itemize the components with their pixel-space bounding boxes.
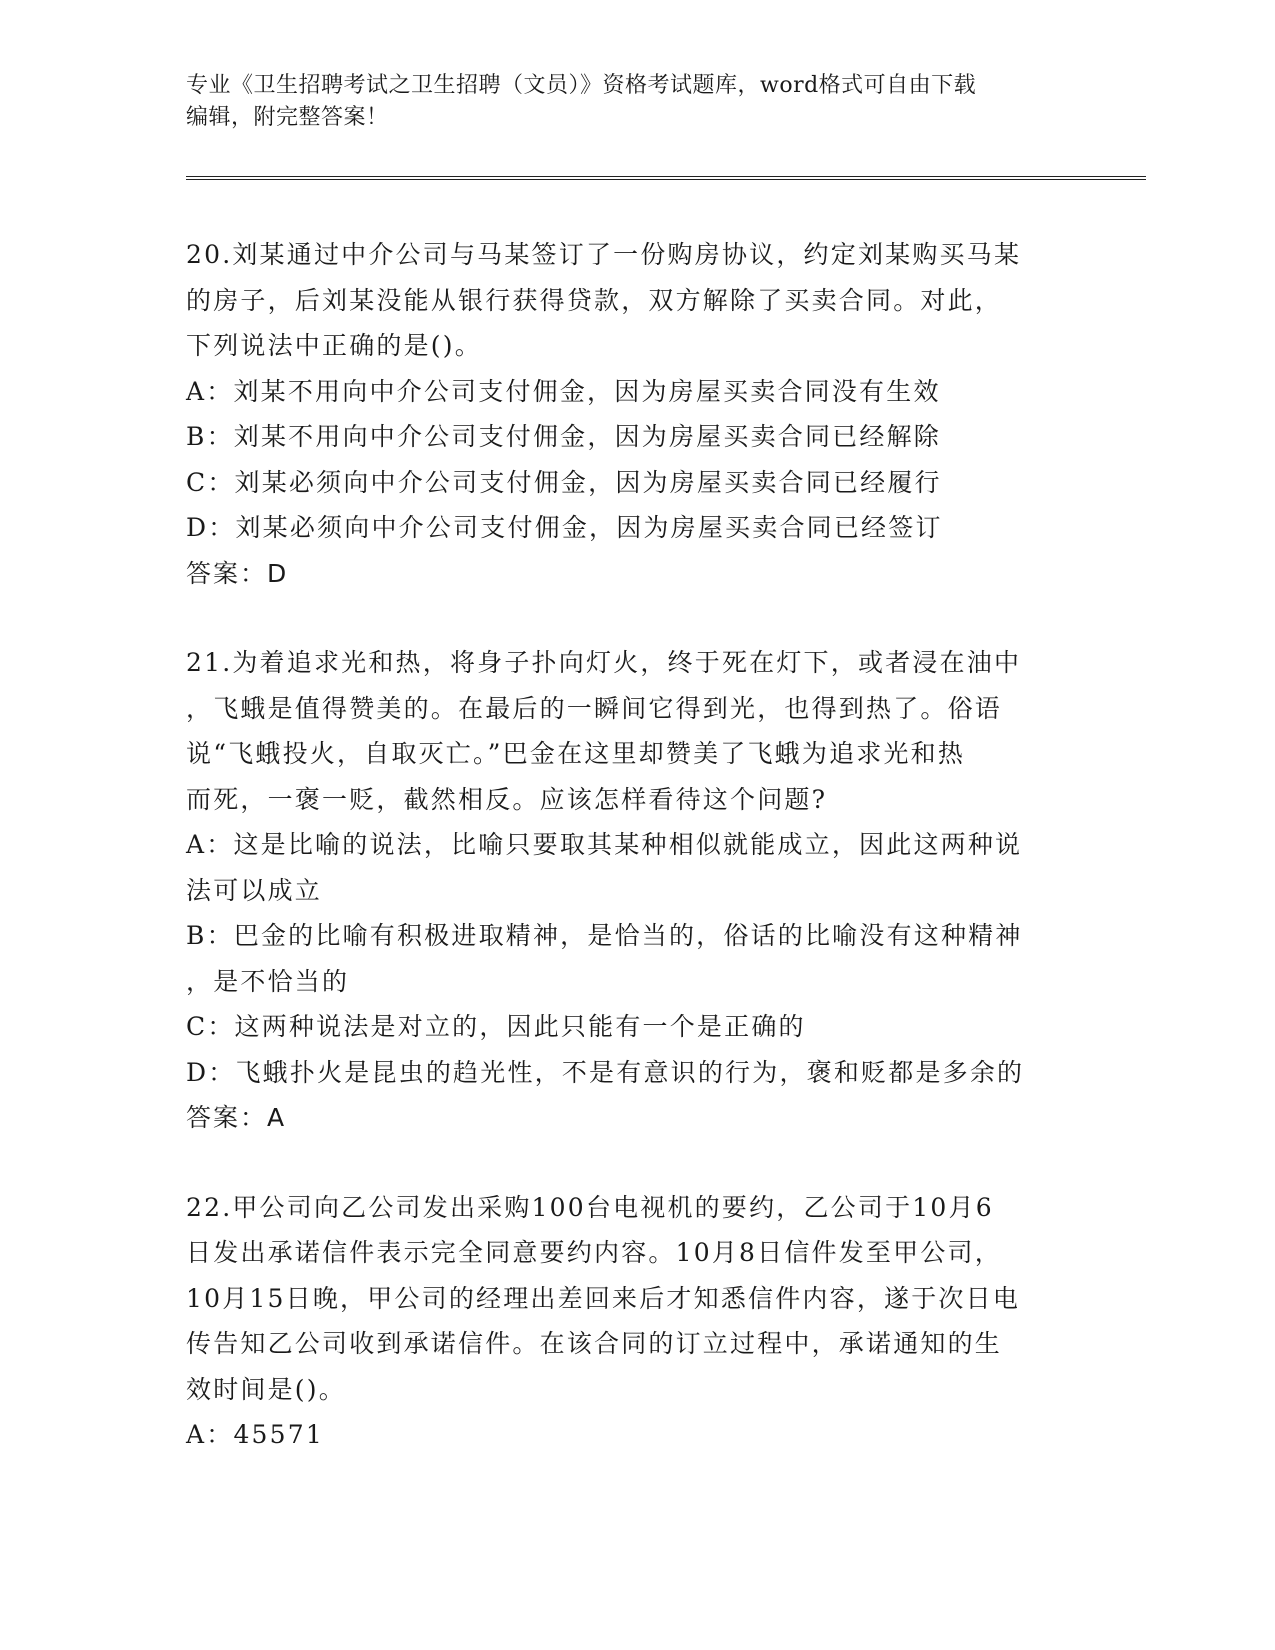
option-c: C：这两种说法是对立的，因此只能有一个是正确的: [186, 1012, 806, 1041]
question-text-line: 传告知乙公司收到承诺信件。在该合同的订立过程中，承诺通知的生: [186, 1329, 1003, 1358]
question-text-line: 下列说法中正确的是()。: [186, 331, 482, 360]
question-text-line: 21.为着追求光和热，将身子扑向灯火，终于死在灯下，或者浸在油中: [186, 648, 1022, 677]
question-text-line: 20.刘某通过中介公司与马某签订了一份购房协议，约定刘某购买马某: [186, 240, 1022, 269]
option-b: B：巴金的比喻有积极进取精神，是恰当的，俗话的比喻没有这种精神: [186, 921, 1023, 950]
question-20: [186, 232, 1086, 596]
option-b-continued: ，是不恰当的: [186, 966, 350, 996]
question-21: [186, 640, 1086, 1141]
question-text-line: 效时间是()。: [186, 1374, 346, 1404]
option-a-continued: 法可以成立: [186, 875, 323, 905]
option-d: D：刘某必须向中介公司支付佣金，因为房屋买卖合同已经签订: [186, 513, 943, 542]
question-text-line: ，飞蛾是值得赞美的。在最后的一瞬间它得到光，也得到热了。俗语: [186, 693, 1003, 723]
header-text-line-1: 专业《卫生招聘考试之卫生招聘（文员）》资格考试题库，word格式可自由下载: [186, 73, 977, 98]
header-divider: [186, 176, 1146, 180]
option-b: B：刘某不用向中介公司支付佣金，因为房屋买卖合同已经解除: [186, 422, 941, 451]
option-d: D：飞蛾扑火是昆虫的趋光性，不是有意识的行为，褒和贬都是多余的: [186, 1057, 1025, 1087]
question-text-line: 的房子，后刘某没能从银行获得贷款，双方解除了买卖合同。对此，: [186, 285, 1003, 315]
option-a: A：这是比喻的说法，比喻只要取其某种相似就能成立，因此这两种说: [186, 830, 1023, 859]
question-list: [186, 232, 1086, 1502]
question-text-line: 22.甲公司向乙公司发出采购100台电视机的要约，乙公司于10月6: [186, 1192, 994, 1222]
question-text-line: 10月15日晚，甲公司的经理出差回来后才知悉信件内容，遂于次日电: [186, 1283, 1021, 1313]
answer-label: 答案：D: [186, 558, 289, 588]
question-22: [186, 1185, 1086, 1458]
page-header: [186, 70, 1086, 134]
question-text-line: 而死，一褒一贬，截然相反。应该怎样看待这个问题?: [186, 784, 828, 814]
answer-label: 答案：A: [186, 1103, 287, 1132]
option-c: C：刘某必须向中介公司支付佣金，因为房屋买卖合同已经履行: [186, 467, 942, 497]
question-text-line: 说“飞蛾投火，自取灭亡。”巴金在这里却赞美了飞蛾为追求光和热: [186, 739, 966, 768]
header-text-line-2: 编辑，附完整答案！: [186, 105, 389, 130]
option-a: A：45571: [186, 1420, 324, 1449]
question-text-line: 日发出承诺信件表示完全同意要约内容。10月8日信件发至甲公司，: [186, 1238, 1002, 1267]
option-a: A：刘某不用向中介公司支付佣金，因为房屋买卖合同没有生效: [186, 376, 941, 406]
